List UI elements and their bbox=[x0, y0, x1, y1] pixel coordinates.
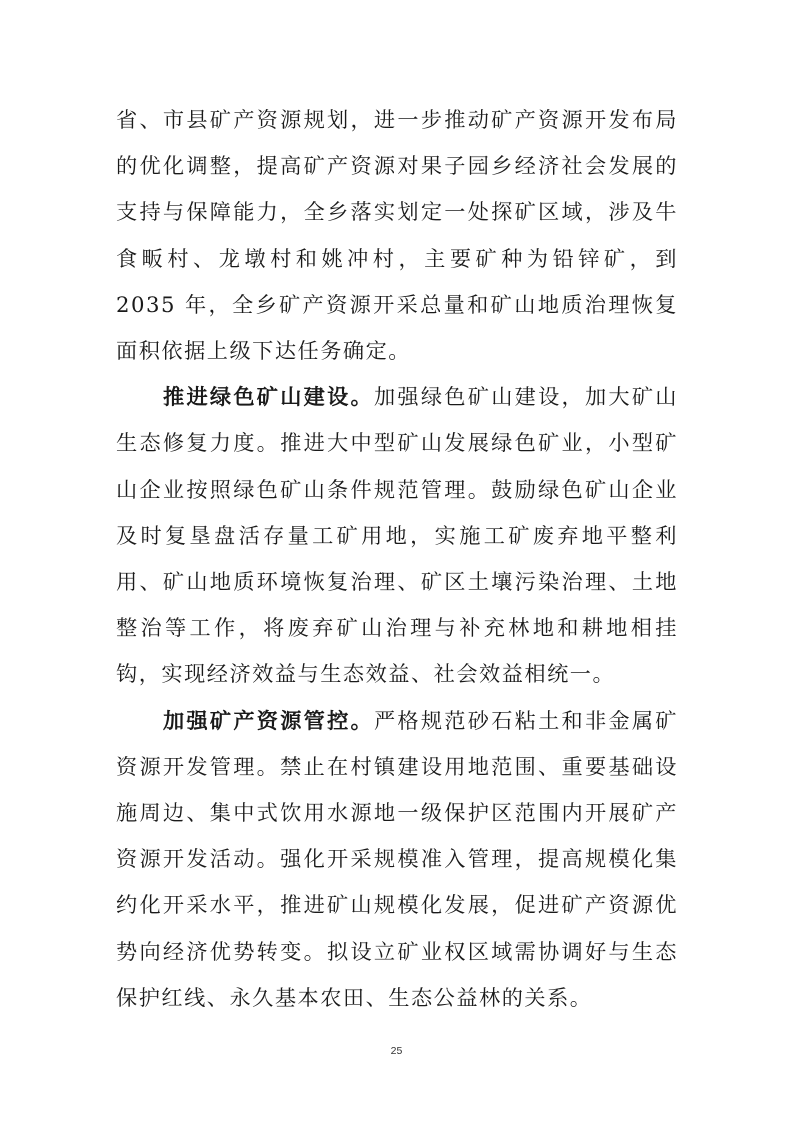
paragraph-mineral-planning bbox=[116, 97, 678, 374]
paragraph-lead-heading: 加强矿产资源管控。 bbox=[163, 707, 374, 733]
page-number: 25 bbox=[390, 1045, 403, 1057]
paragraph-text: 加强绿色矿山建设，加大矿山生态修复力度。推进大中型矿山发展绿色矿业，小型矿山企业按照绿色矿山条件规范管理。鼓励绿色矿山企业及时复垦盘活存量工矿用地，实施工矿废弃地平整利用、矿山地质环境恢复治理、矿区土壤污染治理、土地整治等工作，将废弃矿山治理与补充林地和耕地相挂钩，实现经济效益与生态效益、社会效益相统一。 bbox=[116, 384, 678, 687]
paragraph-text: 严格规范砂石粘土和非金属矿资源开发管理。禁止在村镇建设用地范围、重要基础设施周边、集中式饮用水源地一级保护区范围内开展矿产资源开发活动。强化开采规模准入管理，提高规模化集约化开采水平，推进矿山规模化发展，促进矿产资源优势向经济优势转变。拟设立矿业权区域需协调好与生态保护红线、永久基本农田、生态公益林的关系。 bbox=[116, 707, 678, 1010]
paragraph-green-mines bbox=[116, 374, 678, 697]
paragraph-text: 省、市县矿产资源规划，进一步推动矿产资源开发布局的优化调整，提高矿产资源对果子园乡经济社会发展的支持与保障能力，全乡落实划定一处探矿区域，涉及牛食畈村、龙墩村和姚冲村，主要矿种为铅锌矿，到 2035 年，全乡矿产资源开采总量和矿山地质治理恢复面积依据上级下达任务确定。 bbox=[116, 107, 678, 364]
paragraph-lead-heading: 推进绿色矿山建设。 bbox=[163, 384, 374, 410]
paragraph-resource-control bbox=[116, 698, 678, 1021]
document-body bbox=[116, 97, 678, 1021]
